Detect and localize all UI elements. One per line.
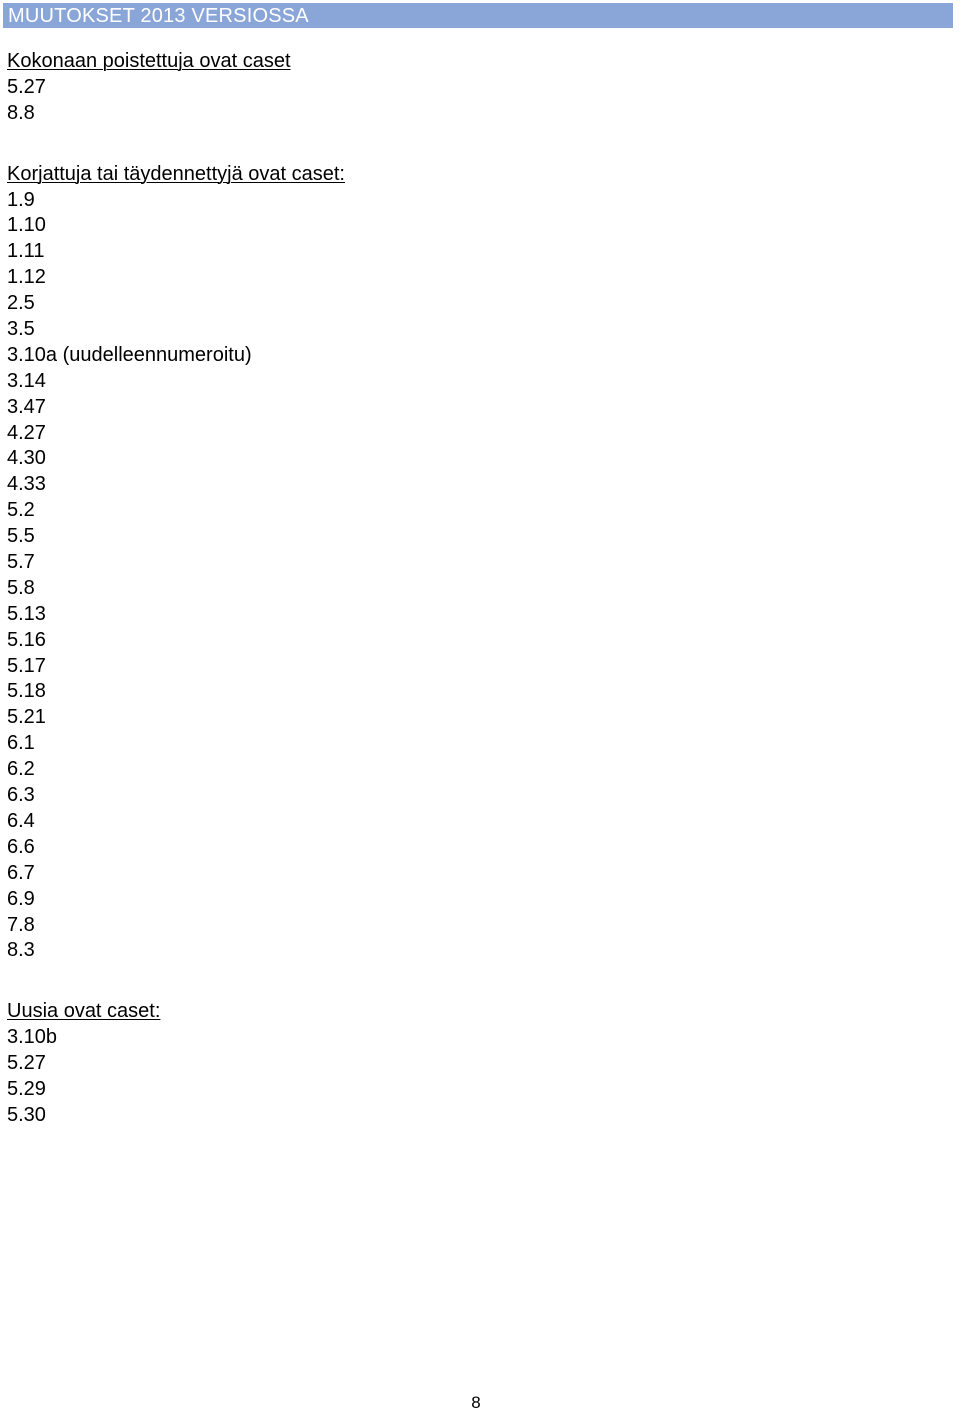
list-item: 5.16 [7,628,46,651]
list-item: 4.27 [7,421,46,444]
section-removed-cases [7,49,947,127]
list-item: 5.29 [7,1077,46,1100]
list-item: 5.17 [7,654,46,677]
list-item: 6.9 [7,887,35,910]
list-item: 5.7 [7,551,35,574]
list-item: 6.4 [7,809,35,832]
list-item: 6.1 [7,732,35,755]
list-item: 6.7 [7,861,35,884]
list-item: 3.10a (uudelleennumeroitu) [7,343,252,366]
list-item: 2.5 [7,292,35,315]
section-heading: Uusia ovat caset: [7,1000,161,1023]
list-item: 3.5 [7,318,35,341]
list-item: 6.3 [7,784,35,807]
section-heading: Kokonaan poistettuja ovat caset [7,50,291,72]
list-item: 5.8 [7,576,35,599]
list-item: 4.30 [7,447,46,470]
list-item: 1.11 [7,240,45,263]
list-item: 5.30 [7,1103,46,1126]
banner-title: MUUTOKSET 2013 VERSIOSSA [8,5,309,27]
list-item: 8.3 [7,939,35,962]
list-item: 5.18 [7,680,46,703]
section-gap [7,127,947,162]
list-item: 6.2 [7,758,35,781]
list-item: 6.6 [7,835,35,858]
list-item: 1.12 [7,266,46,289]
list-item: 1.10 [7,214,46,237]
list-item: 5.13 [7,602,46,625]
list-item: 8.8 [7,101,35,124]
list-item: 3.47 [7,395,46,418]
list-item: 5.21 [7,706,46,729]
section-heading: Korjattuja tai täydennettyjä ovat caset: [7,162,345,185]
list-item: 1.9 [7,188,35,211]
page-number: 8 [471,1393,481,1412]
list-item: 3.10b [7,1026,58,1049]
list-item: 5.2 [7,499,35,522]
list-item: 5.27 [7,75,46,98]
section-new-cases [7,999,947,1128]
section-gap [7,964,947,999]
list-item: 5.5 [7,525,35,548]
list-item: 3.14 [7,369,46,392]
section-banner [3,3,953,28]
list-item: 7.8 [7,913,35,936]
list-item: 4.33 [7,473,46,496]
section-corrected-cases [7,162,947,965]
list-item: 5.27 [7,1052,46,1075]
document-body [7,49,947,1129]
